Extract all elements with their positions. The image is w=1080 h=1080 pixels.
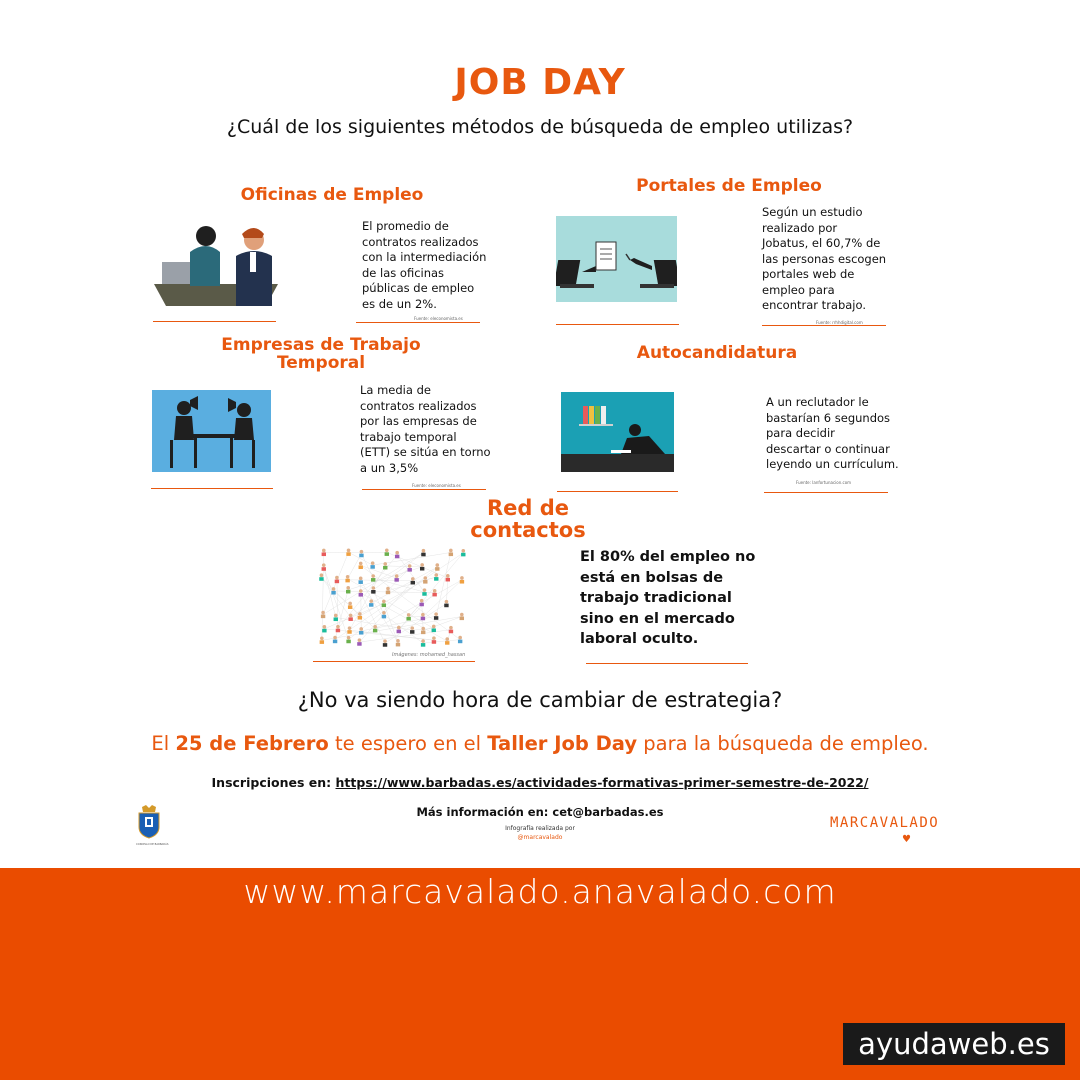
autocandidatura-line: leyendo un currículum.: [766, 457, 899, 471]
ett-line: por las empresas de: [360, 414, 477, 428]
oficinas-line: públicas de empleo: [362, 281, 475, 295]
red-title-line: Red de: [486, 496, 570, 520]
oficinas-description: [362, 219, 492, 312]
red-line: está en bolsas de: [580, 569, 724, 586]
red-line: sino en el mercado: [580, 610, 735, 627]
info-email-link[interactable]: cet@barbadas.es: [552, 805, 664, 819]
inscripciones-link[interactable]: https://www.barbadas.es/actividades-formativas-primer-semestre-de-2022/: [335, 775, 869, 790]
ett-line: La media de: [360, 383, 431, 397]
person-node: [395, 551, 399, 558]
portales-description: [762, 205, 892, 314]
info-label: Más información en:: [416, 805, 553, 819]
ett-title-line: Empresas de Trabajo: [221, 335, 421, 355]
cta-text: El: [151, 732, 176, 755]
portales-line: Jobatus, el 60,7% de: [762, 236, 881, 250]
autocandidatura-description: [766, 395, 900, 473]
oficinas-line: es de un 2%.: [362, 296, 437, 311]
red-line: laboral oculto.: [580, 631, 699, 647]
divider: [153, 321, 276, 322]
person-node: [322, 563, 326, 570]
person-node: [435, 563, 439, 570]
section-title-autocandidatura: Autocandidatura: [636, 343, 798, 363]
autocandidatura-line: descartar o continuar: [766, 441, 890, 456]
ett-line: trabajo temporal: [360, 429, 457, 444]
autocandidatura-line: para decidir: [766, 426, 835, 440]
ett-line: contratos realizados: [360, 398, 477, 413]
image-credit: Imágenes: mohamed_hassan: [392, 652, 466, 658]
person-node: [358, 577, 362, 584]
cta-taller: Taller Job Day: [487, 732, 638, 755]
person-node: [421, 549, 425, 556]
portales-line: portales web de: [762, 267, 855, 281]
portales-line: empleo para: [762, 282, 835, 297]
portales-line: Según un estudio: [762, 205, 863, 219]
portales-line: las personas escogen: [762, 251, 887, 266]
credit-handle[interactable]: @marcavalado: [517, 834, 563, 841]
person-node: [407, 564, 411, 571]
ett-source: Fuente: eleconomista.es: [412, 483, 461, 488]
person-node: [348, 602, 352, 609]
section-title-red: [448, 497, 608, 541]
oficinas-line: contratos realizados: [362, 234, 479, 249]
divider: [556, 324, 679, 325]
divider: [764, 492, 888, 493]
divider: [313, 661, 475, 662]
person-node: [359, 550, 363, 557]
online-portals-image: [556, 216, 677, 302]
oficinas-line: El promedio de: [362, 219, 449, 233]
page-title: JOB DAY: [454, 62, 626, 103]
office-meeting-image: [154, 222, 278, 306]
section-title-portales: Portales de Empleo: [636, 176, 822, 196]
divider: [362, 489, 486, 490]
red-description: [580, 547, 760, 650]
autocandidatura-line: A un reclutador le: [766, 395, 869, 409]
divider: [151, 488, 273, 489]
divider: [762, 325, 886, 326]
inscripciones-label: Inscripciones en:: [211, 775, 336, 790]
portales-line: realizado por: [762, 220, 838, 235]
brand-logo-text: MARCAVALADO: [830, 815, 940, 831]
ett-title-line: Temporal: [276, 353, 366, 373]
person-node: [319, 573, 323, 580]
red-line: trabajo tradicional: [580, 590, 732, 606]
person-node: [461, 549, 465, 556]
portales-line: encontrar trabajo.: [762, 298, 866, 312]
page-question: ¿Cuál de los siguientes métodos de búsqueda de empleo utilizas?: [226, 116, 854, 138]
divider: [586, 663, 748, 664]
ett-interview-image: [152, 390, 271, 472]
coat-of-arms-logo: [136, 805, 169, 846]
cta-question: ¿No va siendo hora de cambiar de estrategia?: [297, 688, 783, 712]
section-title-ett: [206, 336, 436, 372]
person-node: [460, 576, 464, 583]
person-node: [434, 573, 438, 580]
footer-url[interactable]: www.marcavalado.anavalado.com: [243, 872, 837, 911]
ett-line: a un 3,5%: [360, 460, 419, 475]
divider: [557, 491, 678, 492]
cta-text: para la búsqueda de empleo.: [637, 732, 929, 755]
red-line: El 80% del empleo no: [580, 549, 756, 565]
credit-line: Infografía realizada por: [505, 825, 575, 832]
coat-caption: CONCELLO DE BARBADÁS: [136, 843, 169, 846]
autocandidatura-line: bastarían 6 segundos: [766, 410, 891, 425]
person-node: [359, 562, 363, 569]
watermark: ayudaweb.es: [843, 1023, 1065, 1065]
heart-icon: ♥: [902, 834, 911, 845]
portales-source: Fuente: rrhhdigital.com: [816, 320, 863, 325]
cta-text: te espero en el: [328, 732, 488, 755]
red-title-line: contactos: [470, 518, 586, 542]
person-node: [449, 549, 453, 556]
oficinas-line: con la intermediación: [362, 250, 487, 264]
person-node: [449, 626, 453, 633]
person-node: [382, 600, 386, 607]
cta-date: 25 de Febrero: [175, 732, 329, 755]
oficinas-line: de las oficinas: [362, 265, 445, 280]
self-application-image: [561, 392, 674, 472]
divider: [356, 322, 480, 323]
cta-line: [0, 732, 1080, 755]
oficinas-source: Fuente: eleconomista.es: [414, 316, 463, 321]
ett-description: [360, 383, 500, 476]
person-node: [460, 613, 464, 620]
autocandidatura-source: Fuente: lanfortunacion.com: [796, 480, 852, 485]
ett-line: (ETT) se sitúa en torno: [360, 445, 491, 459]
inscripciones: [0, 775, 1080, 790]
section-title-oficinas: Oficinas de Empleo: [240, 185, 424, 205]
network-people-image: [315, 546, 471, 650]
